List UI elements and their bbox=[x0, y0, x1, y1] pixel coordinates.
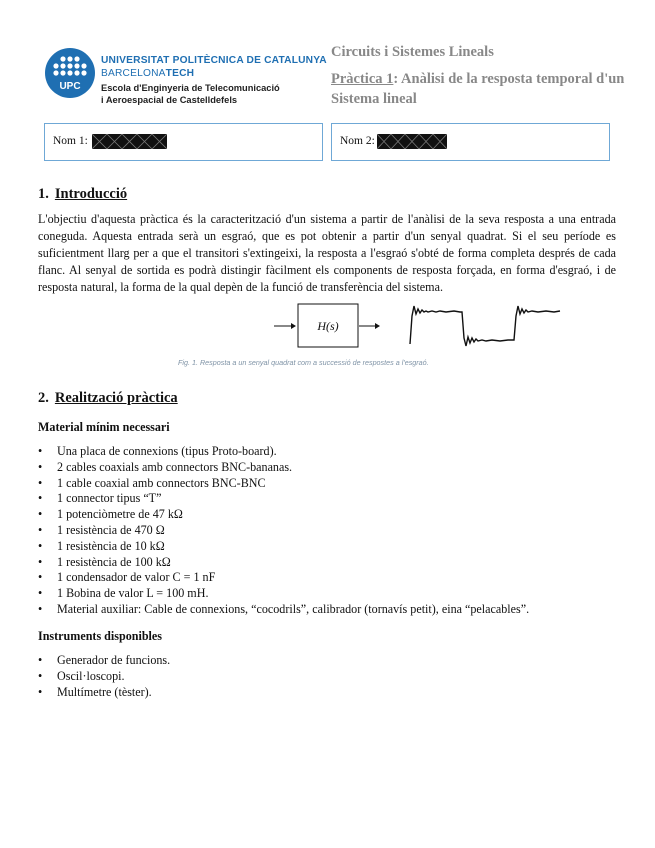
list-item: • Generador de funcions. bbox=[38, 653, 170, 669]
course-title: Circuits i Sistemes Lineals bbox=[331, 44, 494, 60]
list-item: • 1 potenciòmetre de 47 kΩ bbox=[38, 507, 529, 523]
intro-paragraph: L'objectiu d'aquesta pràctica és la caracterització d'un sistema a partir de l'anàlisi de la seva resposta a una entrada coneguda. Aquesta entrada serà un esgraó, que es pot obtenir a partir d'un senyal quadrat. Si el seu període es suficientment llarg per a que el transitori s'extingeixi, la resposta a l'esgraó s'obté de forma completa després de cada flanc. Al senyal de sortida es podrà distingir fàcilment els components de resposta forçada, en forma d'esgraó, i de resposta natural, la forma de la qual depèn de la funció de transferència del sistema. bbox=[38, 212, 616, 294]
barcelona-text: BARCELONA bbox=[101, 68, 166, 79]
response-waveform bbox=[410, 306, 560, 346]
name1-label: Nom 1: bbox=[53, 135, 88, 147]
figure-1 bbox=[270, 300, 570, 352]
redaction-pattern-icon bbox=[92, 134, 167, 149]
instruments-heading: Instruments disponibles bbox=[38, 629, 162, 643]
school-line-2: i Aeroespacial de Castelldefels bbox=[101, 95, 238, 105]
list-item: • Una placa de connexions (tipus Proto-board). bbox=[38, 444, 529, 460]
name1-redacted bbox=[92, 134, 167, 149]
list-item: • 1 Bobina de valor L = 100 mH. bbox=[38, 586, 529, 602]
list-item: • Material auxiliar: Cable de connexions, “cocodrils”, calibrador (tornavís petit), eina “pelacables”. bbox=[38, 602, 529, 618]
practice-title bbox=[331, 69, 631, 109]
practice-subtitle: : Anàlisi de la resposta temporal d'un Sistema lineal bbox=[331, 71, 625, 107]
barcelonatech bbox=[101, 68, 194, 79]
name2-box[interactable] bbox=[331, 123, 610, 161]
upc-logo bbox=[44, 47, 96, 99]
materials-heading: Material mínim necessari bbox=[38, 420, 170, 434]
logo-text: UPC bbox=[59, 81, 81, 92]
list-item: • Oscil·loscopi. bbox=[38, 669, 170, 685]
list-item: • 1 resistència de 10 kΩ bbox=[38, 539, 529, 555]
name2-label: Nom 2: bbox=[340, 135, 375, 147]
list-item: • Multímetre (tèster). bbox=[38, 685, 170, 701]
practice-number: Pràctica 1 bbox=[331, 71, 394, 87]
instruments-list bbox=[38, 653, 170, 700]
section2-title: Realització pràctica bbox=[54, 390, 178, 406]
list-item: • 1 connector tipus “T” bbox=[38, 491, 529, 507]
figure-caption: Fig. 1. Resposta a un senyal quadrat com a successió de respostes a l'esgraó. bbox=[178, 358, 429, 367]
section1-heading bbox=[38, 186, 127, 203]
transfer-function-label: H(s) bbox=[317, 319, 339, 333]
redaction-pattern-icon bbox=[377, 134, 447, 149]
section1-number: 1. bbox=[38, 186, 49, 202]
materials-list bbox=[38, 444, 529, 618]
output-arrow-icon bbox=[375, 323, 380, 329]
list-item: • 1 cable coaxial amb connectors BNC-BNC bbox=[38, 476, 529, 492]
university-name: UNIVERSITAT POLITÈCNICA DE CATALUNYA bbox=[101, 55, 327, 66]
name2-redacted bbox=[377, 134, 447, 149]
tech-text: TECH bbox=[165, 68, 195, 79]
section2-heading bbox=[38, 390, 178, 407]
list-item: • 1 condensador de valor C = 1 nF bbox=[38, 570, 529, 586]
list-item: • 2 cables coaxials amb connectors BNC-bananas. bbox=[38, 460, 529, 476]
step-response-diagram bbox=[270, 300, 570, 352]
section1-title: Introducció bbox=[54, 186, 128, 202]
section2-number: 2. bbox=[38, 390, 49, 406]
list-item: • 1 resistència de 100 kΩ bbox=[38, 555, 529, 571]
list-item: • 1 resistència de 470 Ω bbox=[38, 523, 529, 539]
upc-logo-icon bbox=[44, 47, 96, 99]
input-arrow-icon bbox=[291, 323, 296, 329]
school-line-1: Escola d'Enginyeria de Telecomunicació bbox=[101, 83, 280, 93]
name1-box[interactable] bbox=[44, 123, 323, 161]
